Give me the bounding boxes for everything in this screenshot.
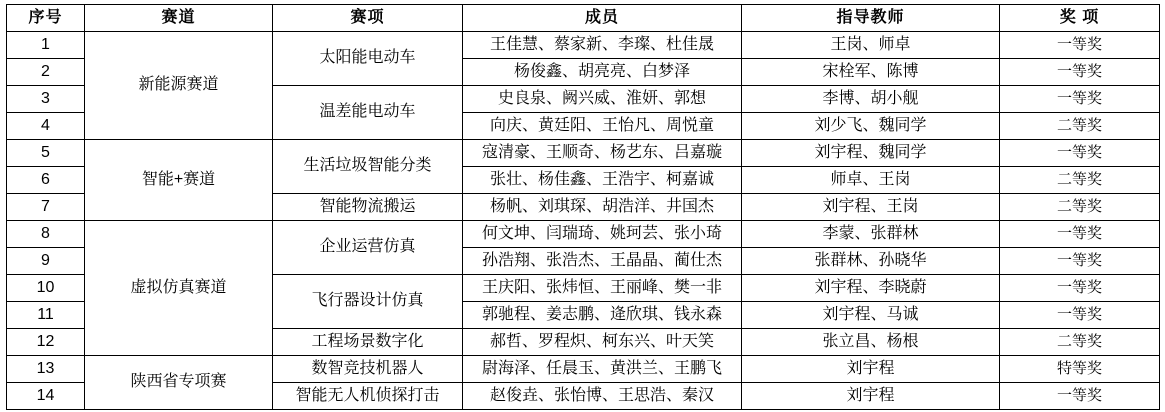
cell-event: 数智竞技机器人 bbox=[273, 356, 463, 383]
cell-award: 一等奖 bbox=[1000, 302, 1160, 329]
table-row bbox=[7, 356, 1160, 383]
column-header-event: 赛项 bbox=[273, 5, 463, 32]
cell-member: 赵俊垚、张怡博、王思浩、秦汉 bbox=[463, 383, 742, 410]
cell-teacher: 王岗、师卓 bbox=[742, 32, 1000, 59]
cell-member: 王庆阳、张炜恒、王丽峰、樊一非 bbox=[463, 275, 742, 302]
cell-event: 飞行器设计仿真 bbox=[273, 275, 463, 329]
table-row bbox=[7, 32, 1160, 59]
cell-member: 杨俊鑫、胡亮亮、白梦泽 bbox=[463, 59, 742, 86]
cell-award: 一等奖 bbox=[1000, 275, 1160, 302]
table-row bbox=[7, 221, 1160, 248]
cell-teacher: 刘宇程、王岗 bbox=[742, 194, 1000, 221]
table-body bbox=[7, 32, 1160, 410]
cell-event: 太阳能电动车 bbox=[273, 32, 463, 86]
award-table bbox=[6, 4, 1160, 410]
cell-no: 8 bbox=[7, 221, 85, 248]
cell-track: 新能源赛道 bbox=[85, 32, 273, 140]
cell-no: 1 bbox=[7, 32, 85, 59]
cell-event: 智能物流搬运 bbox=[273, 194, 463, 221]
cell-no: 13 bbox=[7, 356, 85, 383]
cell-member: 王佳慧、蔡家新、李璨、杜佳晟 bbox=[463, 32, 742, 59]
cell-award: 一等奖 bbox=[1000, 59, 1160, 86]
cell-teacher: 刘宇程、李晓蔚 bbox=[742, 275, 1000, 302]
cell-no: 9 bbox=[7, 248, 85, 275]
cell-no: 6 bbox=[7, 167, 85, 194]
table-header-row bbox=[7, 5, 1160, 32]
cell-award: 二等奖 bbox=[1000, 167, 1160, 194]
cell-teacher: 刘宇程 bbox=[742, 356, 1000, 383]
cell-no: 10 bbox=[7, 275, 85, 302]
cell-member: 孙浩翔、张浩杰、王晶晶、蔺仕杰 bbox=[463, 248, 742, 275]
cell-teacher: 刘宇程、魏同学 bbox=[742, 140, 1000, 167]
cell-no: 7 bbox=[7, 194, 85, 221]
cell-member: 向庆、黄廷阳、王怡凡、周悦童 bbox=[463, 113, 742, 140]
cell-award: 一等奖 bbox=[1000, 86, 1160, 113]
cell-no: 2 bbox=[7, 59, 85, 86]
cell-teacher: 张群林、孙晓华 bbox=[742, 248, 1000, 275]
cell-event: 智能无人机侦探打击 bbox=[273, 383, 463, 410]
cell-teacher: 李蒙、张群林 bbox=[742, 221, 1000, 248]
cell-award: 一等奖 bbox=[1000, 221, 1160, 248]
cell-no: 14 bbox=[7, 383, 85, 410]
cell-award: 一等奖 bbox=[1000, 383, 1160, 410]
cell-member: 史良泉、阙兴威、淮妍、郭想 bbox=[463, 86, 742, 113]
cell-award: 二等奖 bbox=[1000, 113, 1160, 140]
cell-no: 3 bbox=[7, 86, 85, 113]
column-header-track: 赛道 bbox=[85, 5, 273, 32]
cell-award: 二等奖 bbox=[1000, 194, 1160, 221]
cell-teacher: 刘少飞、魏同学 bbox=[742, 113, 1000, 140]
cell-track: 虚拟仿真赛道 bbox=[85, 221, 273, 356]
cell-track: 智能+赛道 bbox=[85, 140, 273, 221]
cell-no: 12 bbox=[7, 329, 85, 356]
cell-teacher: 李博、胡小舰 bbox=[742, 86, 1000, 113]
table-row bbox=[7, 140, 1160, 167]
cell-event: 生活垃圾智能分类 bbox=[273, 140, 463, 194]
cell-teacher: 刘宇程、马诚 bbox=[742, 302, 1000, 329]
cell-award: 一等奖 bbox=[1000, 248, 1160, 275]
column-header-teacher: 指导教师 bbox=[742, 5, 1000, 32]
cell-event: 温差能电动车 bbox=[273, 86, 463, 140]
cell-member: 郭驰程、姜志鹏、逄欣琪、钱永森 bbox=[463, 302, 742, 329]
cell-member: 杨帆、刘琪琛、胡浩洋、井国杰 bbox=[463, 194, 742, 221]
column-header-member: 成员 bbox=[463, 5, 742, 32]
cell-member: 郝哲、罗程炽、柯东兴、叶天笑 bbox=[463, 329, 742, 356]
cell-member: 张壮、杨佳鑫、王浩宇、柯嘉诚 bbox=[463, 167, 742, 194]
cell-no: 11 bbox=[7, 302, 85, 329]
cell-teacher: 宋栓军、陈博 bbox=[742, 59, 1000, 86]
cell-teacher: 张立昌、杨根 bbox=[742, 329, 1000, 356]
column-header-no: 序号 bbox=[7, 5, 85, 32]
table-header bbox=[7, 5, 1160, 32]
cell-no: 5 bbox=[7, 140, 85, 167]
cell-event: 企业运营仿真 bbox=[273, 221, 463, 275]
cell-teacher: 师卓、王岗 bbox=[742, 167, 1000, 194]
cell-event: 工程场景数字化 bbox=[273, 329, 463, 356]
cell-award: 二等奖 bbox=[1000, 329, 1160, 356]
cell-member: 尉海泽、任晨玉、黄洪兰、王鹏飞 bbox=[463, 356, 742, 383]
cell-teacher: 刘宇程 bbox=[742, 383, 1000, 410]
cell-track: 陕西省专项赛 bbox=[85, 356, 273, 410]
cell-award: 一等奖 bbox=[1000, 32, 1160, 59]
cell-member: 何文坤、闫瑞琦、姚珂芸、张小琦 bbox=[463, 221, 742, 248]
cell-award: 一等奖 bbox=[1000, 140, 1160, 167]
column-header-award: 奖 项 bbox=[1000, 5, 1160, 32]
cell-no: 4 bbox=[7, 113, 85, 140]
cell-member: 寇清豪、王顺奇、杨艺东、吕嘉璇 bbox=[463, 140, 742, 167]
cell-award: 特等奖 bbox=[1000, 356, 1160, 383]
